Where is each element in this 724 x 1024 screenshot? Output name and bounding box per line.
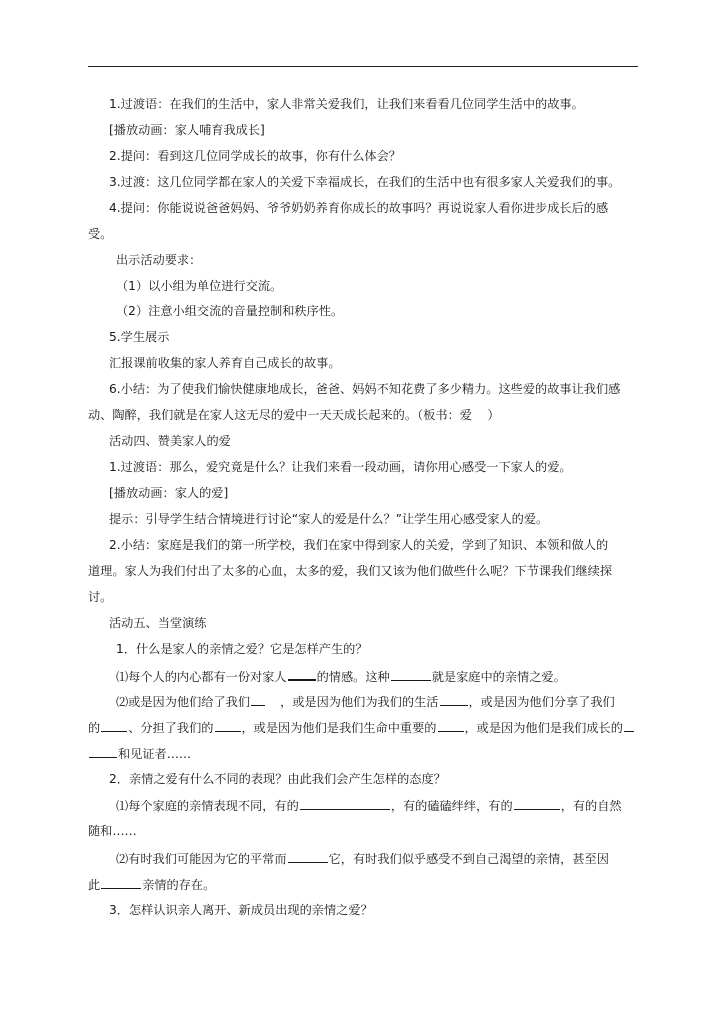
- paragraph-line: 提示：引导学生结合情境进行讨论“家人的爱是什么？”让学生用心感受家人的爱。: [109, 512, 549, 526]
- answer-blank: [624, 719, 634, 732]
- line-text: ⑵有时我们可能因为它的平常而: [116, 852, 287, 866]
- paragraph-line: 2.提问：看到这几位同学成长的故事，你有什么体会？: [109, 149, 401, 163]
- answer-blank: [101, 719, 127, 732]
- question-line: 3．怎样认识亲人离开、新成员出现的亲情之爱？: [109, 903, 373, 917]
- line-text: ，或是因为他们为我们的生活: [280, 695, 439, 709]
- line-text: 它，有时我们似乎感受不到自己渴望的亲情，甚至因: [328, 852, 609, 866]
- line-text: 的: [88, 721, 101, 735]
- line-text: ，或是因为他们是我们生命中重要的: [241, 721, 437, 735]
- paragraph-line: 3.过渡：这几位同学都在家人的关爱下幸福成长，在我们的生活中也有很多家人关爱我们的事。: [109, 175, 621, 189]
- fill-blank-line: [88, 745, 191, 762]
- answer-blank: [288, 667, 316, 681]
- paragraph-line: 5.学生展示: [109, 330, 170, 344]
- line-text: ⑴每个人的内心都有一份对家人: [116, 670, 287, 684]
- paragraph-line: 6.小结：为了使我们愉快健康地成长，爸爸、妈妈不知花费了多少精力。这些爱的故事让我们感: [109, 382, 621, 396]
- fill-blank-line: [116, 850, 609, 867]
- paragraph-line: [播放动画：家人哺育我成长]: [109, 123, 265, 137]
- line-text: 此: [88, 878, 101, 892]
- line-text: 、分担了我们的: [128, 721, 214, 735]
- fill-blank-line: [88, 719, 635, 736]
- paragraph-line: 讨。: [88, 590, 113, 604]
- paragraph-line: [播放动画：家人的爱]: [109, 486, 229, 500]
- paragraph-line: 随和……: [88, 824, 137, 838]
- answer-blank: [288, 850, 328, 863]
- answer-blank: [514, 797, 560, 810]
- answer-blank: [215, 719, 241, 732]
- paragraph-line: 受。: [88, 227, 113, 241]
- line-text: ，或是因为他们分享了我们: [468, 695, 615, 709]
- paragraph-line: 4.提问：你能说说爸爸妈妈、爷爷奶奶养育你成长的故事吗？再说说家人看你进步成长后的感: [109, 201, 609, 215]
- paragraph-line: 动、陶醉，我们就是在家人这无尽的爱中一天天成长起来的。（板书：爱 ）: [88, 408, 500, 422]
- paragraph-line: 1.过渡语：在我们的生活中，家人非常关爱我们，让我们来看看几位同学生活中的故事。: [109, 97, 584, 111]
- line-text: ，有的自然: [560, 799, 622, 813]
- fill-blank-line: [116, 667, 566, 685]
- question-line: 2．亲情之爱有什么不同的表现？由此我们会产生怎样的态度？: [109, 772, 446, 786]
- line-text: 和见证者……: [118, 747, 192, 761]
- line-text: ，或是因为他们是我们成长的: [464, 721, 623, 735]
- question-line: 1．什么是家人的亲情之爱？它是怎样产生的？: [116, 642, 368, 656]
- paragraph-line: 道理。家人为我们付出了太多的心血，太多的爱，我们又该为他们做些什么呢？下节课我们继续探: [88, 564, 613, 578]
- line-text: 的情感。这种: [316, 670, 390, 684]
- line-text: ⑴每个家庭的亲情表现不同，有的: [116, 799, 299, 813]
- paragraph-line: 1.过渡语：那么，爱究竟是什么？让我们来看一段动画，请你用心感受一下家人的爱。: [109, 460, 572, 474]
- line-text: 就是家庭中的亲情之爱。: [431, 670, 566, 684]
- line-text: ，有的磕磕绊绊，有的: [390, 799, 513, 813]
- section-heading: 活动四、赞美家人的爱: [109, 434, 231, 448]
- answer-blank: [251, 693, 265, 706]
- answer-blank: [89, 745, 117, 758]
- fill-blank-line: [88, 876, 215, 893]
- answer-blank: [438, 719, 464, 732]
- answer-blank: [391, 668, 431, 681]
- paragraph-line: 出示活动要求：: [116, 253, 202, 267]
- fill-blank-line: [116, 693, 615, 710]
- paragraph-line: 2.小结：家庭是我们的第一所学校，我们在家中得到家人的关爱，学到了知识、本领和做人的: [109, 538, 609, 552]
- header-rule: [88, 66, 638, 67]
- line-text: ⑵或是因为他们给了我们: [116, 695, 251, 709]
- answer-blank: [300, 797, 390, 810]
- line-text: 亲情的存在。: [142, 878, 216, 892]
- paragraph-line: 汇报课前收集的家人养育自己成长的故事。: [109, 356, 341, 370]
- paragraph-line: （2）注意小组交流的音量控制和秩序性。: [116, 304, 344, 318]
- fill-blank-line: [116, 797, 622, 814]
- answer-blank: [440, 693, 468, 706]
- answer-blank: [101, 876, 141, 889]
- paragraph-line: （1）以小组为单位进行交流。: [116, 279, 283, 293]
- section-heading: 活动五、当堂演练: [109, 616, 207, 630]
